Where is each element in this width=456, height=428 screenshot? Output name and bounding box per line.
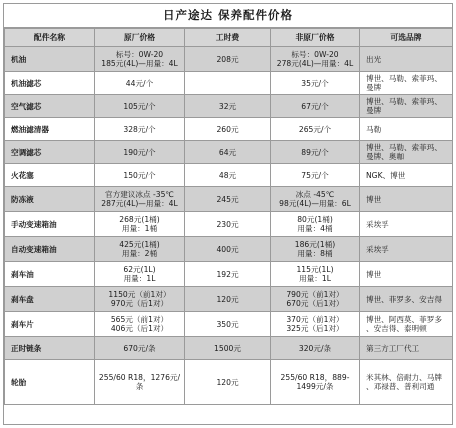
oem-line: 406元（后1对）: [110, 324, 169, 333]
oem-price-cell: [95, 164, 185, 187]
labor-fee-cell: 32元: [185, 95, 271, 118]
oem-price-cell: [95, 262, 185, 287]
labor-fee-cell: 400元: [185, 237, 271, 262]
table-row: [5, 118, 453, 141]
after-line: 冰点 -45℃: [295, 190, 335, 199]
oem-line: 1150元（前1对）: [108, 290, 171, 299]
aftermarket-price-cell: [271, 47, 360, 72]
brand-line: 采埃孚: [366, 244, 389, 254]
price-table-container: [3, 3, 453, 425]
brands-cell: [360, 141, 453, 164]
labor-fee-cell: 48元: [185, 164, 271, 187]
labor-fee-cell: 120元: [185, 287, 271, 312]
labor-fee-cell: 64元: [185, 141, 271, 164]
part-name-cell: 燃油滤清器: [5, 118, 95, 141]
header-labor-fee: 工时费: [185, 29, 271, 47]
table-row: [5, 72, 453, 95]
table-row: [5, 237, 453, 262]
after-line: 98元(4L)—用量：6L: [279, 199, 351, 208]
oem-line: 670元/条: [123, 343, 156, 353]
table-row: [5, 312, 453, 337]
after-line: 186元(1桶): [294, 240, 336, 249]
aftermarket-price-cell: [271, 262, 360, 287]
oem-line: 970元（后1对）: [110, 299, 169, 308]
part-name-cell: 刹车片: [5, 312, 95, 337]
table-header-row: [5, 29, 453, 47]
oem-line: 185元(4L)—用量：4L: [101, 59, 178, 68]
labor-fee-cell: 245元: [185, 187, 271, 212]
labor-fee-cell: 230元: [185, 212, 271, 237]
aftermarket-price-cell: [271, 212, 360, 237]
oem-line: 565元（前1对）: [110, 315, 169, 324]
part-name-cell: 火花塞: [5, 164, 95, 187]
header-aftermarket-price: 非原厂价格: [271, 29, 360, 47]
brands-cell: [360, 337, 453, 360]
part-name-cell: 刹车盘: [5, 287, 95, 312]
oem-price-cell: [95, 312, 185, 337]
brand-line: 曼牌、奥咖: [366, 152, 404, 161]
oem-price-cell: [95, 187, 185, 212]
parts-price-table: [4, 28, 453, 405]
oem-line: 44元/个: [125, 78, 154, 88]
after-line: 115元(1L): [296, 265, 334, 274]
labor-fee-cell: 350元: [185, 312, 271, 337]
brands-cell: [360, 212, 453, 237]
labor-fee-cell: 120元: [185, 360, 271, 405]
table-body: [5, 47, 453, 405]
table-row: [5, 47, 453, 72]
part-name-cell: 空调滤芯: [5, 141, 95, 164]
oem-price-cell: [95, 141, 185, 164]
brand-line: 出光: [366, 54, 382, 64]
after-line: 265元/个: [298, 124, 332, 134]
table-row: [5, 187, 453, 212]
brand-line: 采埃孚: [366, 219, 389, 229]
oem-price-cell: [95, 337, 185, 360]
part-name-cell: 机油滤芯: [5, 72, 95, 95]
part-name-cell: 机油: [5, 47, 95, 72]
after-line: 用量：1L: [299, 274, 331, 283]
part-name-cell: 防冻液: [5, 187, 95, 212]
after-line: 标号：0W-20: [291, 50, 339, 59]
brands-cell: [360, 187, 453, 212]
after-line: 75元/个: [301, 170, 329, 180]
header-oem-price: 原厂价格: [95, 29, 185, 47]
brand-line: 博世、马勒、索菲玛、: [366, 97, 442, 106]
brand-line: 博世: [366, 194, 382, 204]
brand-line: 、邓禄普、普利司通: [366, 382, 435, 391]
aftermarket-price-cell: [271, 187, 360, 212]
oem-line: 150元/个: [123, 170, 156, 180]
oem-line: 105元/个: [123, 101, 156, 111]
brand-line: 曼牌: [366, 106, 382, 115]
after-line: 80元(1桶): [297, 215, 333, 224]
brand-line: 、安吉得、泰明顿: [366, 324, 427, 333]
table-row: [5, 337, 453, 360]
part-name-cell: 手动变速箱油: [5, 212, 95, 237]
oem-line: 用量：1L: [123, 274, 156, 283]
aftermarket-price-cell: [271, 360, 360, 405]
oem-line: 官方建议冰点 -35℃: [105, 190, 174, 199]
aftermarket-price-cell: [271, 164, 360, 187]
table-row: [5, 95, 453, 118]
part-name-cell: 空气滤芯: [5, 95, 95, 118]
part-name-cell: 刹车油: [5, 262, 95, 287]
after-line: 790元（前1对）: [286, 290, 344, 299]
oem-price-cell: [95, 360, 185, 405]
table-row: [5, 360, 453, 405]
oem-line: 287元(4L)—用量：4L: [101, 199, 178, 208]
oem-line: 255/60 R18，1276元/条: [98, 373, 181, 391]
table-row: [5, 141, 453, 164]
brand-line: NGK、博世: [366, 170, 406, 180]
table-row: [5, 262, 453, 287]
oem-line: 328元/个: [123, 124, 156, 134]
oem-price-cell: [95, 118, 185, 141]
oem-line: 用量：2桶: [121, 249, 158, 258]
part-name-cell: 正时链条: [5, 337, 95, 360]
aftermarket-price-cell: [271, 72, 360, 95]
after-line: 35元/个: [301, 78, 329, 88]
after-line: 255/60 R18，889-1499元/条: [280, 373, 350, 391]
brand-line: 博世、阿西莫、菲罗多: [366, 315, 442, 324]
table-row: [5, 287, 453, 312]
aftermarket-price-cell: [271, 118, 360, 141]
after-line: 670元（后1对）: [286, 299, 344, 308]
brands-cell: [360, 47, 453, 72]
brand-line: 博世: [366, 269, 382, 279]
labor-fee-cell: 192元: [185, 262, 271, 287]
after-line: 用量：8桶: [297, 249, 333, 258]
aftermarket-price-cell: [271, 287, 360, 312]
table-row: [5, 212, 453, 237]
brand-line: 米其林、倍耐力、马牌: [366, 373, 442, 382]
oem-price-cell: [95, 47, 185, 72]
oem-price-cell: [95, 95, 185, 118]
oem-price-cell: [95, 287, 185, 312]
oem-price-cell: [95, 72, 185, 95]
after-line: 89元/个: [301, 147, 329, 157]
brands-cell: [360, 237, 453, 262]
oem-line: 425元(1桶): [119, 240, 160, 249]
brand-line: 博世、菲罗多、安吉得: [366, 294, 442, 304]
after-line: 用量：4桶: [297, 224, 333, 233]
oem-price-cell: [95, 237, 185, 262]
oem-line: 标号：0W-20: [115, 50, 164, 59]
brand-line: 博世、马勒、索菲玛、: [366, 143, 442, 152]
after-line: 278元(4L)—用量：4L: [276, 59, 354, 68]
part-name-cell: 轮胎: [5, 360, 95, 405]
oem-line: 268元(1桶): [119, 215, 160, 224]
aftermarket-price-cell: [271, 237, 360, 262]
header-brands: 可选品牌: [360, 29, 453, 47]
table-row: [5, 164, 453, 187]
brands-cell: [360, 262, 453, 287]
aftermarket-price-cell: [271, 95, 360, 118]
labor-fee-cell: 260元: [185, 118, 271, 141]
aftermarket-price-cell: [271, 337, 360, 360]
brands-cell: [360, 360, 453, 405]
brands-cell: [360, 72, 453, 95]
oem-line: 190元/个: [123, 147, 156, 157]
page-title: 日产途达 保养配件价格: [4, 4, 452, 28]
after-line: 325元（后1对）: [286, 324, 344, 333]
oem-price-cell: [95, 212, 185, 237]
brands-cell: [360, 287, 453, 312]
labor-fee-cell: [185, 72, 271, 95]
brand-line: 曼牌: [366, 83, 382, 92]
brands-cell: [360, 95, 453, 118]
brand-line: 马勒: [366, 124, 382, 134]
labor-fee-cell: 1500元: [185, 337, 271, 360]
labor-fee-cell: 208元: [185, 47, 271, 72]
brand-line: 博世、马勒、索菲玛、: [366, 74, 442, 83]
after-line: 67元/个: [301, 101, 329, 111]
after-line: 320元/条: [298, 343, 332, 353]
aftermarket-price-cell: [271, 141, 360, 164]
oem-line: 用量：1桶: [121, 224, 158, 233]
after-line: 370元（前1对）: [286, 315, 344, 324]
brands-cell: [360, 164, 453, 187]
brands-cell: [360, 118, 453, 141]
brand-line: 第三方工厂代工: [366, 343, 420, 353]
part-name-cell: 自动变速箱油: [5, 237, 95, 262]
header-part-name: 配件名称: [5, 29, 95, 47]
aftermarket-price-cell: [271, 312, 360, 337]
oem-line: 62元(1L): [123, 265, 156, 274]
brands-cell: [360, 312, 453, 337]
